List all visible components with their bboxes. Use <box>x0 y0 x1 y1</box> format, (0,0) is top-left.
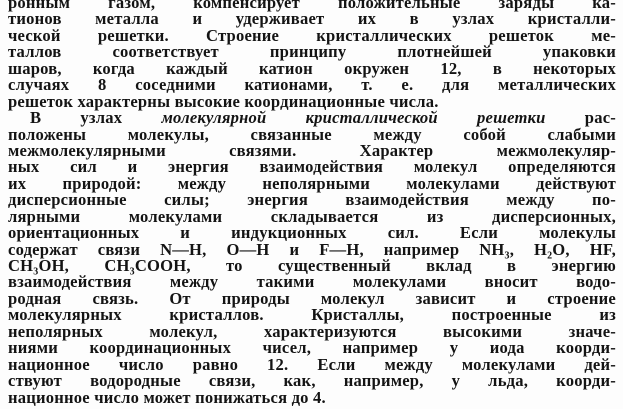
text-line: взаимодействия между такими молекулами вносит водо- <box>8 272 616 292</box>
text-run: рас- <box>545 108 616 128</box>
text-line: ствуют водородные связи, как, например, у льда, коорди- <box>8 371 616 391</box>
text-line: межмолекулярными связями. Характер межмолекуляр- <box>8 140 616 160</box>
text-line: ных сил и энергия взаимодействия молекул определяются <box>8 157 616 177</box>
text-line: таллов соответствует принципу плотнейшей упаковки <box>8 42 616 62</box>
document-text <box>8 0 616 406</box>
text-line: содержат связи N—H, O—H и F—H, например NH₃, H₂O, HF, <box>8 239 616 259</box>
italic-term: молекулярной кристаллической решетки <box>161 108 546 128</box>
text-line: решеток характерны высокие координационные числа. <box>8 91 439 111</box>
text-line: CH₃OH, CH₃COOH, то существенный вклад в энергию <box>8 256 616 275</box>
text-line: национное число равно 12. Если между молекулами дей- <box>8 354 616 374</box>
text-line: шаров, когда каждый катион окружен 12, в некоторых <box>8 58 616 78</box>
text-line: дисперсионные силы; энергия взаимодействия между по- <box>8 190 616 210</box>
text-line: молекулярных кристаллов. Кристаллы, построенные из <box>8 305 616 325</box>
text-line: лярными молекулами складывается из дисперсионных, <box>8 206 616 226</box>
text-line: тионов металла и удерживает их в узлах кристалли- <box>8 9 616 29</box>
text-line: родная связь. От природы молекул зависит и строение <box>8 288 616 308</box>
text-line: ориентационных и индукционных сил. Если молекулы <box>8 223 616 243</box>
text-line: положены молекулы, связанные между собой слабыми <box>8 124 616 144</box>
text-line: неполярных молекул, характеризуются высокими значе- <box>8 321 616 341</box>
text-line: ческой решетки. Строение кристаллических решеток ме- <box>8 25 616 45</box>
text-line: ронным газом, компенсирует положительные заряды ка- <box>8 0 616 12</box>
text-line: случаях 8 соседними катионами, т. е. для металлических <box>8 75 616 95</box>
text-run: В узлах <box>30 108 162 128</box>
text-line: национное число может понижаться до 4. <box>8 387 326 407</box>
text-line: ниями координационных чисел, например у иода коорди- <box>8 338 616 358</box>
text-line: их природой: между неполярными молекулами действуют <box>8 173 616 193</box>
